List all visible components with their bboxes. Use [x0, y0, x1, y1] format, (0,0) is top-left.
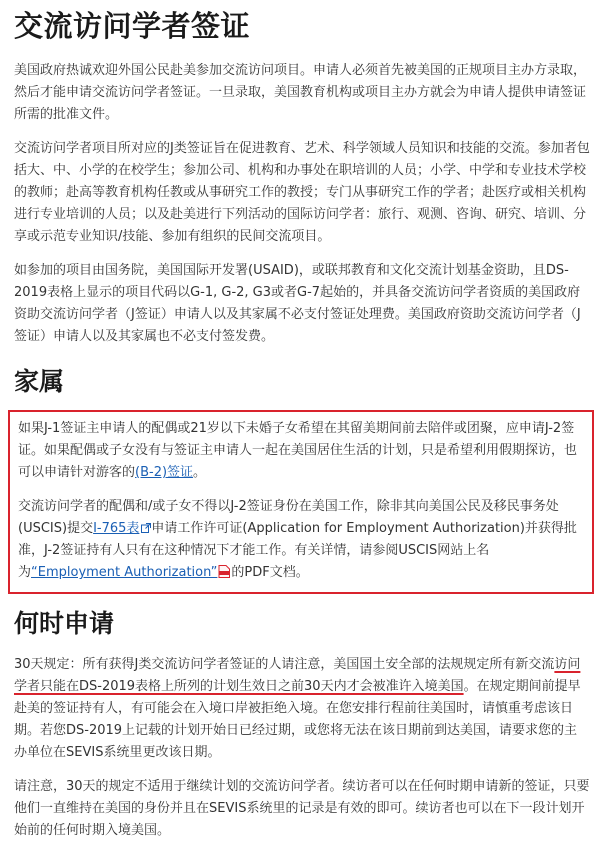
thirty-day-rule-highlight: 访问学者只能在DS-2019表格上所列的计划生效日之前30天内才会被准许入境美国 — [14, 657, 581, 694]
when-p1-text: 30天规定：所有获得J类交流访问学者签证的人请注意，美国国土安全部的法规规定所有新交流 — [14, 657, 555, 672]
intro-paragraph-2: 交流访问学者项目所对应的J类签证旨在促进教育、艺术、科学领域人员知识和技能的交流。参加者包括大、中、小学的在校学生；参加公司、机构和办事处在职培训的人员；小学、中学和专业技术学校的教师；赴高等教育机构任教或从事研究工作的教授；专门从事研究工作的学者；赴医疗或相关机构进行专业培训的人员；以及赴美进行下列活动的国际访问学者：旅行、观测、咨询、研究、培训、分享或示范专业知识/技能、参加有组织的民间交流项目。 — [14, 141, 590, 244]
page-title: 交流访问学者签证 — [14, 9, 251, 43]
dependents-p2-middle: 申请工作许可证(Application for Employment Authorization)并获得批准，J-2签证持有人只有在这种情况下才能工作。有关详情，请参阅USCIS网站上名为 — [18, 521, 577, 580]
dependents-p2-end: 的PDF文档。 — [231, 565, 309, 580]
section-heading-dependents: 家属 — [14, 367, 65, 396]
dependents-p1-text: 如果J-1签证主申请人的配偶或21岁以下未婚子女希望在其留美期间前去陪伴或团聚，应申请J-2签证。如果配偶或子女没有与签证主申请人一起在美国居住生活的计划，只是希望利用假期探访，也可以申请针对游客的 — [18, 421, 578, 480]
page-content — [14, 0, 590, 842]
dependents-paragraph-2 — [18, 496, 584, 584]
employment-authorization-link[interactable]: “Employment Authorization” — [31, 565, 218, 580]
when-p1-rest: 。在规定期间前提早赴美的签证持有人，有可能会在入境口岸被拒绝入境。在您安排行程前往美国时，请慎重考虑该日期。若您DS-2019上记载的计划开始日已经过期，或您将无法在该日期前到达美国，请要求您的主办单位在SEVIS系统里更改该日期。 — [14, 679, 581, 760]
dependents-paragraph-1 — [18, 418, 584, 484]
b2-visa-link[interactable]: (B-2)签证 — [135, 465, 194, 480]
intro-paragraph-3: 如参加的项目由国务院，美国国际开发署(USAID)，或联邦教育和文化交流计划基金资助，且DS-2019表格上显示的项目代码以G-1, G-2, G3或者G-7起始的，并具备交流访问学者资质的美国政府资助交流访问学者（J签证）申请人以及其家属不必支付签证处理费。美国政府资助交流访问学者（J签证）申请人以及其家属也不必支付签发费。 — [14, 263, 581, 344]
i765-form-link[interactable]: I-765表 — [93, 521, 140, 536]
section-heading-when-to-apply: 何时申请 — [14, 609, 115, 638]
when-paragraph-1 — [14, 654, 590, 764]
when-paragraph-2: 请注意，30天的规定不适用于继续计划的交流访问学者。续访者可以在任何时期申请新的签证，只要他们一直维持在美国的身份并且在SEVIS系统里的记录是有效的即可。续访者也可以在下一段计划开始前的任何时期入境美国。 — [14, 779, 590, 838]
pdf-icon — [218, 564, 230, 577]
dependents-p1-end: 。 — [193, 465, 207, 480]
highlighted-box-dependents — [8, 410, 594, 594]
intro-paragraph-1: 美国政府热诚欢迎外国公民赴美参加交流访问项目。申请人必须首先被美国的正规项目主办方录取，然后才能申请交流访问学者签证。一旦录取，美国教育机构或项目主办方就会为申请人提供申请签证所需的批准文件。 — [14, 63, 587, 122]
dependents-p2-text: 交流访问学者的配偶和/或子女不得以J-2签证身份在美国工作，除非其向美国公民及移民事务处(USCIS)提交 — [18, 499, 559, 536]
external-link-icon — [141, 519, 151, 529]
